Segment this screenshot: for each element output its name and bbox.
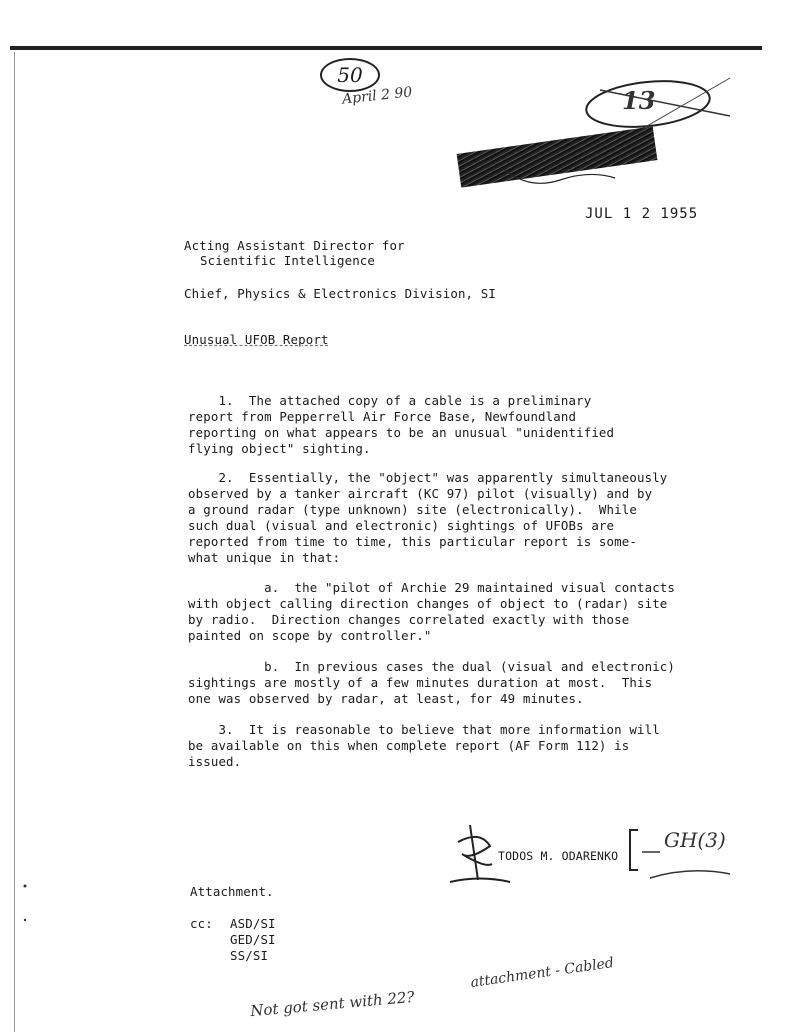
handwritten-note-1: attachment - Cabled <box>469 955 615 991</box>
signer-name: TODOS M. ODARENKO <box>498 849 619 863</box>
handwritten-note-2: Not got sent with 22? <box>249 987 416 1021</box>
cc-item: SS/SI <box>230 948 269 963</box>
file-number-stamp: 50 <box>320 58 380 92</box>
date-stamp: JUL 1 2 1955 <box>585 206 699 222</box>
paragraph-2-line: what unique in that: <box>188 550 341 565</box>
to-line-2: Scientific Intelligence <box>200 253 376 268</box>
paragraph-2-line: a ground radar (type unknown) site (electronically). While <box>188 502 637 517</box>
handwritten-code: GH(3) <box>664 828 726 852</box>
corner-mark-number: 13 <box>622 86 656 115</box>
corner-scribble-mark <box>580 70 750 140</box>
from-line: Chief, Physics & Electronics Division, SI <box>184 286 497 301</box>
scan-top-border <box>10 46 762 50</box>
paragraph-1-line: flying object" sighting. <box>188 441 371 456</box>
redaction-scribble <box>500 160 620 190</box>
paragraph-a-line: by radio. Direction changes correlated exactly with those <box>188 612 630 627</box>
paragraph-b-line: sightings are mostly of a few minutes duration at most. This <box>188 675 653 690</box>
cc-item: GED/SI <box>230 932 276 947</box>
handwritten-date: April 2 90 <box>341 84 413 108</box>
paragraph-a-line: with object calling direction changes of object to (radar) site <box>188 596 668 611</box>
attachment-label: Attachment. <box>190 884 274 899</box>
paragraph-1-line: report from Pepperrell Air Force Base, Newfoundland <box>188 409 577 424</box>
paragraph-3-line: be available on this when complete report (AF Form 112) is <box>188 738 630 753</box>
paragraph-b-line: b. In previous cases the dual (visual and electronic) <box>188 659 676 674</box>
paragraph-3-line: 3. It is reasonable to believe that more information will <box>188 722 660 737</box>
paragraph-2-line: observed by a tanker aircraft (KC 97) pilot (visually) and by <box>188 486 653 501</box>
paragraph-b-line: one was observed by radar, at least, for 49 minutes. <box>188 691 584 706</box>
paragraph-1-line: reporting on what appears to be an unusual "unidentified <box>188 425 615 440</box>
paragraph-1-line: 1. The attached copy of a cable is a preliminary <box>188 393 592 408</box>
cc-label: cc: <box>190 916 213 931</box>
to-line-1: Acting Assistant Director for <box>184 238 405 253</box>
paragraph-a-line: a. the "pilot of Archie 29 maintained visual contacts <box>188 580 676 595</box>
paragraph-2-line: such dual (visual and electronic) sightings of UFOBs are <box>188 518 615 533</box>
paragraph-2-line: 2. Essentially, the "object" was apparently simultaneously <box>188 470 668 485</box>
scan-left-margin-line <box>14 52 15 1032</box>
subject-line: Unusual UFOB Report <box>184 332 329 347</box>
cc-item: ASD/SI <box>230 916 276 931</box>
margin-specks <box>20 880 30 940</box>
paragraph-2-line: reported from time to time, this particular report is some- <box>188 534 637 549</box>
paragraph-a-line: painted on scope by controller." <box>188 628 432 643</box>
paragraph-3-line: issued. <box>188 754 242 769</box>
